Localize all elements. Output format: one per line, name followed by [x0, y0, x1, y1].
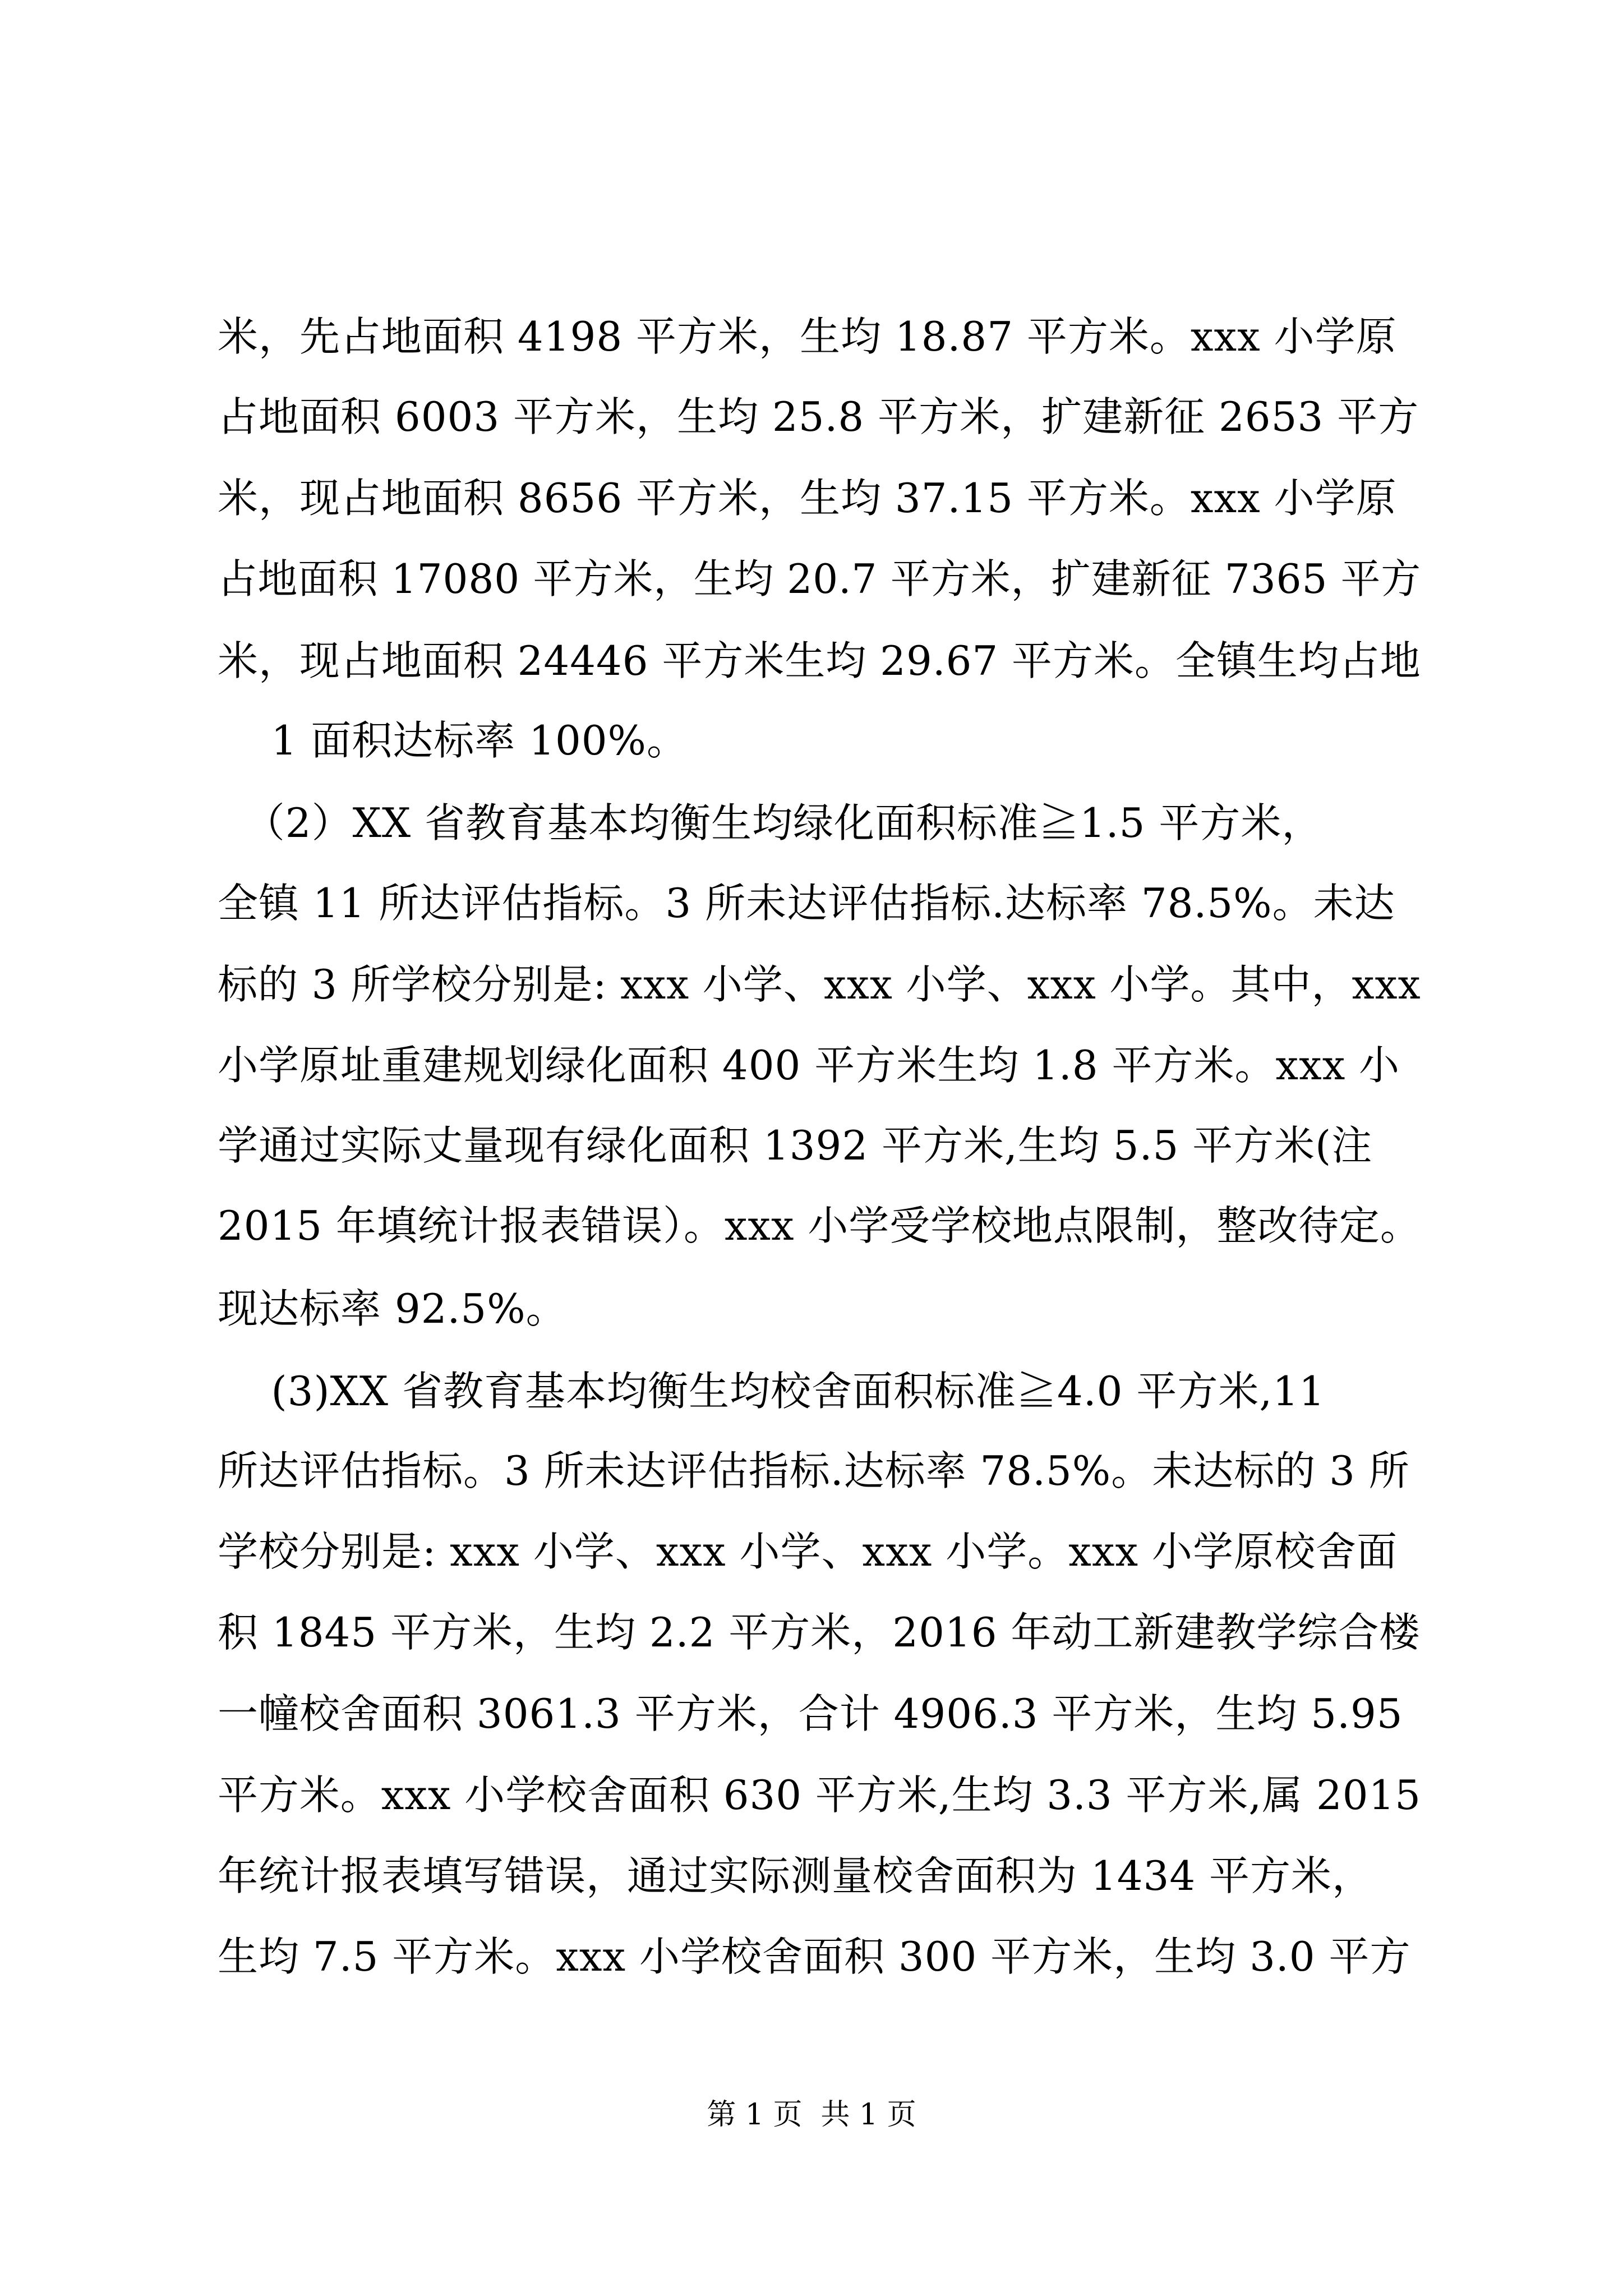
body-text-line: 占地面积 6003 平方米，生均 25.8 平方米，扩建新征 2653 平方 [218, 393, 1419, 440]
body-text-line: 所达评估指标。3 所未达评估指标.达标率 78.5%。未达标的 3 所 [218, 1447, 1410, 1494]
body-text-line: 平方米。xxx 小学校舍面积 630 平方米,生均 3.3 平方米,属 2015 [218, 1772, 1422, 1819]
body-text-line: 小学原址重建规划绿化面积 400 平方米生均 1.8 平方米。xxx 小 [218, 1042, 1400, 1089]
body-text-line: 米，先占地面积 4198 平方米，生均 18.87 平方米。xxx 小学原 [218, 313, 1397, 360]
body-text-line: (3)XX 省教育基本均衡生均校舍面积标准≧4.0 平方米,11 [218, 1368, 1325, 1415]
body-text-line: 占地面积 17080 平方米，生均 20.7 平方米，扩建新征 7365 平方 [218, 555, 1421, 602]
body-text-line: 现达标率 92.5%。 [218, 1285, 567, 1332]
body-text-line: 年统计报表填写错误，通过实际测量校舍面积为 1434 平方米， [218, 1852, 1373, 1899]
page-footer: 第 1 页 共 1 页 [707, 2098, 916, 2132]
body-text-line: 1 面积达标率 100%。 [218, 717, 688, 764]
body-text-line: 生均 7.5 平方米。xxx 小学校舍面积 300 平方米，生均 3.0 平方 [218, 1933, 1411, 1980]
body-text-line: （2）XX 省教育基本均衡生均绿化面积标准≧1.5 平方米， [218, 799, 1323, 846]
body-text-line: 学通过实际丈量现有绿化面积 1392 平方米,生均 5.5 平方米(注 [218, 1122, 1373, 1169]
body-text-line: 标的 3 所学校分别是: xxx 小学、xxx 小学、xxx 小学。其中，xxx [218, 961, 1421, 1008]
body-text-line: 一幢校舍面积 3061.3 平方米，合计 4906.3 平方米，生均 5.95 [218, 1690, 1403, 1737]
body-text-line: 米，现占地面积 24446 平方米生均 29.67 平方米。全镇生均占地 [218, 637, 1421, 684]
body-text-line: 全镇 11 所达评估指标。3 所未达评估指标.达标率 78.5%。未达 [218, 880, 1395, 927]
body-text-line: 积 1845 平方米，生均 2.2 平方米，2016 年动工新建教学综合楼 [218, 1609, 1421, 1656]
body-text-line: 2015 年填统计报表错误）。xxx 小学受学校地点限制，整改待定。 [218, 1202, 1421, 1249]
body-text-line: 学校分别是: xxx 小学、xxx 小学、xxx 小学。xxx 小学原校舍面 [218, 1528, 1398, 1575]
body-text-line: 米，现占地面积 8656 平方米，生均 37.15 平方米。xxx 小学原 [218, 475, 1397, 522]
